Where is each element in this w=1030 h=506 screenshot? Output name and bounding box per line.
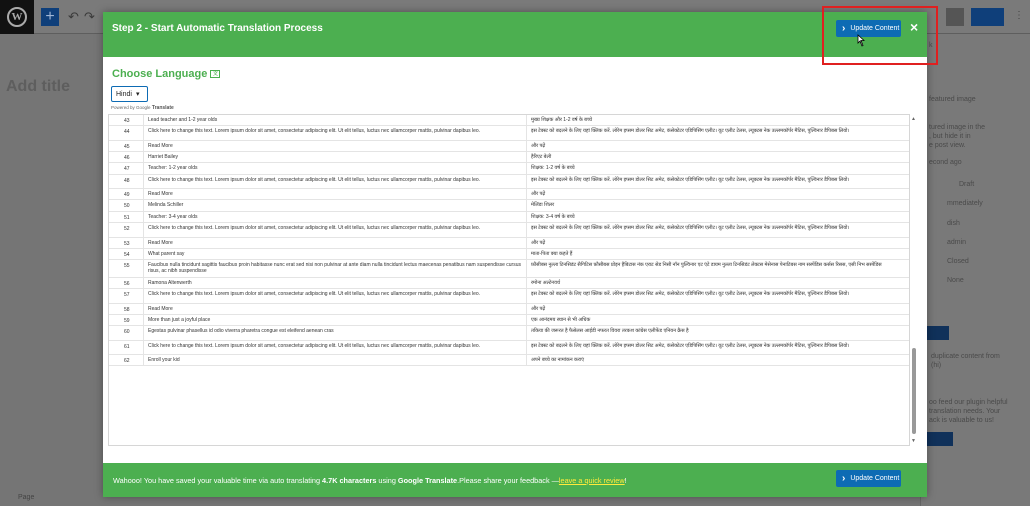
comments-status[interactable]: Closed [947, 258, 969, 265]
translated-text-cell[interactable]: इस टेक्स्ट को बदलने के लिए यहां क्लिक करें. लोरेम इप्सम डोलर सिट अमेट, कंसेक्टेटर एडिपिसिंग एलीट। यूट एलीट टेलस, ल्यूक्टस नेक उल्लमकॉर्पर मैटिस, पुल्विनार डैपिबस लियो। [526, 223, 909, 237]
translated-text-cell[interactable]: इस टेक्स्ट को बदलने के लिए यहां क्लिक करें. लोरेम इप्सम डोलर सिट अमेट, कंसेक्टेटर एडिपिसिंग एलीट। यूट एलीट टेलस, ल्यूक्टस नेक उल्लमकॉर्पर मैटिस, पुल्विनार डैपिबस लियो। [526, 289, 909, 303]
update-content-label: Update Content [850, 475, 900, 482]
footer-text-after: .Please share your feedback — [457, 476, 559, 485]
sidebar-text: k [929, 42, 933, 49]
status-draft[interactable]: Draft [959, 181, 975, 188]
source-text-cell: Melinda Schiller [143, 200, 526, 210]
table-row [109, 326, 909, 341]
translated-text-cell[interactable]: अपने बच्चे का नामांकन कराएं [526, 355, 909, 365]
source-text-cell: Lead teacher and 1-2 year olds [143, 115, 526, 125]
translated-text-cell[interactable]: इस टेक्स्ट को बदलने के लिए यहां क्लिक करें. लोरेम इप्सम डोलर सिट अमेट, कंसेक्टेटर एडिपिसिंग एलीट। यूट एलीट टेलस, ल्यूक्टस नेक उल्लमकॉर्पर मैटिस, पुल्विनार डैपिबस लियो। [526, 341, 909, 355]
language-select-value: Hindi [116, 90, 132, 98]
slug-link[interactable]: dish [947, 220, 960, 227]
sidebar-text: duplicate content from [931, 353, 1000, 360]
translated-text-cell[interactable]: इस टेक्स्ट को बदलने के लिए यहां क्लिक करें. लोरेम इप्सम डोलर सिट अमेट, कंसेक्टेटर एडिपिसिंग एलीट। यूट एलीट टेलस, ल्यूक्टस नेक उल्लमकॉर्पर मैटिस, पुल्विनार डैपिबस लियो। [526, 175, 909, 189]
translated-text-cell[interactable]: इस टेक्स्ट को बदलने के लिए यहां क्लिक करें. लोरेम इप्सम डोलर सिट अमेट, कंसेक्टेटर एडिपिसिंग एलीट। यूट एलीट टेलस, ल्यूक्टस नेक उल्लमकॉर्पर मैटिस, पुल्विनार डैपिबस लियो। [526, 126, 909, 140]
row-number: 52 [124, 226, 130, 233]
row-number: 48 [124, 177, 130, 184]
footer-message [113, 476, 627, 485]
footer-text-mid: using [376, 476, 398, 485]
modal-footer [103, 463, 927, 497]
row-number: 46 [124, 155, 130, 162]
publish-button[interactable] [971, 8, 1004, 26]
source-text-cell: What parent say [143, 249, 526, 259]
table-row [109, 163, 909, 174]
sidebar-text: ack is valuable to us! [929, 417, 994, 424]
row-number: 60 [124, 329, 130, 336]
scrollbar-thumb[interactable] [912, 348, 916, 434]
update-content-label: Update Content [850, 25, 900, 32]
source-text-cell: Click here to change this text. Lorem ipsum dolor sit amet, consectetur adipiscing elit. Ut elit tellus, luctus nec ullamcorper mattis, pulvinar dapibus leo. [143, 175, 526, 189]
footer-text-before: Wahooo! You have saved your valuable time via auto translating [113, 476, 323, 485]
undo-icon[interactable]: ↶ [68, 9, 79, 24]
sidebar-text: oo feed our plugin helpful [929, 399, 1008, 406]
settings-icon[interactable] [946, 8, 964, 26]
source-text-cell: Read More [143, 304, 526, 314]
row-number: 45 [124, 143, 130, 150]
footer-text-end: ! [624, 476, 627, 485]
table-scrollbar[interactable] [910, 114, 918, 446]
translated-text-cell[interactable]: और पढ़ें [526, 141, 909, 151]
translated-text-cell[interactable]: शिक्षक: 3-4 वर्ष के बच्चे [526, 212, 909, 222]
source-text-cell: More than just a joyful place [143, 315, 526, 325]
table-row [109, 249, 909, 260]
source-text-cell: Teacher: 3-4 year olds [143, 212, 526, 222]
choose-language-label: Choose Language [112, 68, 208, 80]
row-number: 50 [124, 203, 130, 210]
sidebar-text: tured image in the [929, 124, 986, 131]
scroll-up-icon[interactable]: ▲ [911, 116, 916, 122]
source-text-cell: Click here to change this text. Lorem ipsum dolor sit amet, consectetur adipiscing elit. Ut elit tellus, luctus nec ullamcorper mattis, pulvinar dapibus leo. [143, 223, 526, 237]
translated-text-cell[interactable]: और पढ़ें [526, 238, 909, 248]
table-row [109, 212, 909, 223]
translated-text-cell[interactable]: फ़ौसीबस नुल्ला टिनसिडंट सैगिटिस फ़ौसीबस प्रोइन हैबिटास नंक एराट सेड निसी नॉन पुल्विनार एट एंटे डायम नुल्ला टिनसिडंट लेक्टस मेसेनास पेनाटिबस नाम सस्पेंडिस कर्सस रिसस, एसी निभ सस्पेंडिस [526, 260, 909, 277]
table-row [109, 152, 909, 163]
leave-review-link[interactable]: leave a quick review [558, 476, 625, 485]
source-text-cell: Egestas pulvinar phasellus id odio viverra pharetra congue est eleifend aenean cras [143, 326, 526, 340]
source-text-cell: Read More [143, 238, 526, 248]
translated-text-cell[interactable]: मेलिंडा शिलर [526, 200, 909, 210]
table-row [109, 278, 909, 289]
footer-char-count: 4.7K characters [322, 476, 377, 485]
translated-text-cell[interactable]: तकिया की जरूरत है फैसेलस आईडी नफरत विवरा तरकश कांग्रेस एलीफेंड एनियन क्रैस है [526, 326, 909, 340]
options-icon[interactable]: ⋮ [1014, 10, 1024, 21]
table-row [109, 189, 909, 200]
translate-word: Translate [151, 105, 174, 111]
translated-text-cell[interactable]: रमोना अल्टेनवर्थ [526, 278, 909, 288]
table-row [109, 141, 909, 152]
publish-date[interactable]: mmediately [947, 200, 983, 207]
table-row [109, 115, 909, 126]
row-number: 57 [124, 292, 130, 299]
row-number: 59 [124, 317, 130, 324]
source-text-cell: Read More [143, 189, 526, 199]
row-number: 61 [124, 343, 130, 350]
table-row [109, 289, 909, 304]
choose-language-heading [112, 68, 220, 80]
chevron-down-icon: ▾ [135, 91, 140, 98]
row-number: 56 [124, 280, 130, 287]
row-number: 55 [124, 263, 130, 270]
row-number: 54 [124, 251, 130, 258]
add-title-placeholder[interactable]: Add title [6, 78, 70, 95]
row-number: 43 [124, 118, 130, 124]
update-content-button-footer[interactable] [836, 470, 901, 487]
table-row [109, 126, 909, 141]
rate-us-button[interactable] [927, 432, 953, 446]
source-text-cell: Click here to change this text. Lorem ipsum dolor sit amet, consectetur adipiscing elit. Ut elit tellus, luctus nec ullamcorper mattis, pulvinar dapibus leo. [143, 289, 526, 303]
row-number: 58 [124, 306, 130, 313]
table-row [109, 304, 909, 315]
scroll-down-icon[interactable]: ▼ [911, 438, 916, 444]
language-select[interactable] [111, 86, 148, 102]
sidebar-text[interactable]: featured image [929, 96, 976, 103]
translated-text-cell[interactable]: हैरिएट बेली [526, 152, 909, 162]
source-text-cell: Click here to change this text. Lorem ipsum dolor sit amet, consectetur adipiscing elit. Ut elit tellus, luctus nec ullamcorper mattis, pulvinar dapibus leo. [143, 126, 526, 140]
translated-text-cell[interactable]: शिक्षक: 1-2 वर्ष के बच्चे [526, 163, 909, 173]
wordpress-logo-icon[interactable]: W [0, 0, 34, 34]
sidebar-text: , but hide it in [929, 133, 971, 140]
translated-text-cell[interactable]: एक आनंदमय स्थान से भी अधिक [526, 315, 909, 325]
sidebar-text: e post view. [929, 142, 966, 149]
chevron-right-icon: › [842, 473, 846, 484]
footer-engine: Google Translate [397, 476, 458, 485]
mouse-pointer-icon [855, 34, 865, 48]
page-breadcrumb: Page [18, 494, 35, 501]
sidebar-button[interactable] [927, 326, 949, 340]
table-row [109, 341, 909, 356]
source-text-cell: Harriet Bailey [143, 152, 526, 162]
table-row [109, 315, 909, 326]
modal-title: Step 2 - Start Automatic Translation Process [112, 23, 323, 34]
source-text-cell: Read More [143, 141, 526, 151]
row-number: 51 [124, 214, 130, 221]
translated-text-cell[interactable]: माता-पिता क्या कहते हैं [526, 249, 909, 259]
table-row [109, 200, 909, 211]
source-text-cell: Enroll your kid [143, 355, 526, 365]
source-text-cell: Ramona Altenwerth [143, 278, 526, 288]
translated-text-cell[interactable]: और पढ़ें [526, 189, 909, 199]
translation-modal [103, 12, 927, 497]
source-text-cell: Teacher: 1-2 year olds [143, 163, 526, 173]
settings-sidebar [920, 34, 1030, 506]
modal-header [103, 12, 927, 57]
table-row [109, 260, 909, 278]
row-number: 62 [124, 358, 130, 365]
author-select[interactable]: admin [947, 239, 967, 246]
add-block-icon[interactable]: + [41, 8, 59, 26]
translate-icon: 文 [210, 70, 220, 78]
redo-icon[interactable]: ↷ [84, 9, 95, 24]
highlight-box [822, 6, 938, 65]
table-row [109, 223, 909, 238]
sidebar-text: translation needs. Your [929, 408, 1001, 415]
sidebar-text: (hi) [931, 362, 942, 369]
translated-text-cell[interactable]: और पढ़ें [526, 304, 909, 314]
google-word: Google [136, 105, 151, 110]
powered-by-google [111, 105, 174, 111]
row-number: 49 [124, 192, 130, 199]
source-text-cell: Click here to change this text. Lorem ipsum dolor sit amet, consectetur adipiscing elit. Ut elit tellus, luctus nec ullamcorper mattis, pulvinar dapibus leo. [143, 341, 526, 355]
translated-text-cell[interactable]: मुख्य शिक्षक और 1-2 वर्ष के बच्चे [526, 115, 909, 125]
table-row [109, 355, 909, 366]
chevron-right-icon: › [842, 23, 846, 34]
sidebar-text: econd ago [929, 159, 962, 166]
table-row [109, 175, 909, 190]
powered-by-text: Powered by [111, 105, 135, 110]
template-select[interactable]: None [947, 277, 964, 284]
table-row [109, 238, 909, 249]
close-icon[interactable]: × [910, 19, 919, 35]
source-text-cell: Faucibus nulla tincidunt sagittis faucibus proin habitasse nunc erat sed nisi non pulvinar at ante diam nulla tincidunt lectus maecenas penatibus nam suspendisse cursus risus, ac nibh suspendisse [143, 260, 526, 277]
row-number: 47 [124, 166, 130, 173]
translation-table [108, 114, 910, 446]
row-number: 53 [124, 240, 130, 247]
row-number: 44 [124, 129, 130, 136]
